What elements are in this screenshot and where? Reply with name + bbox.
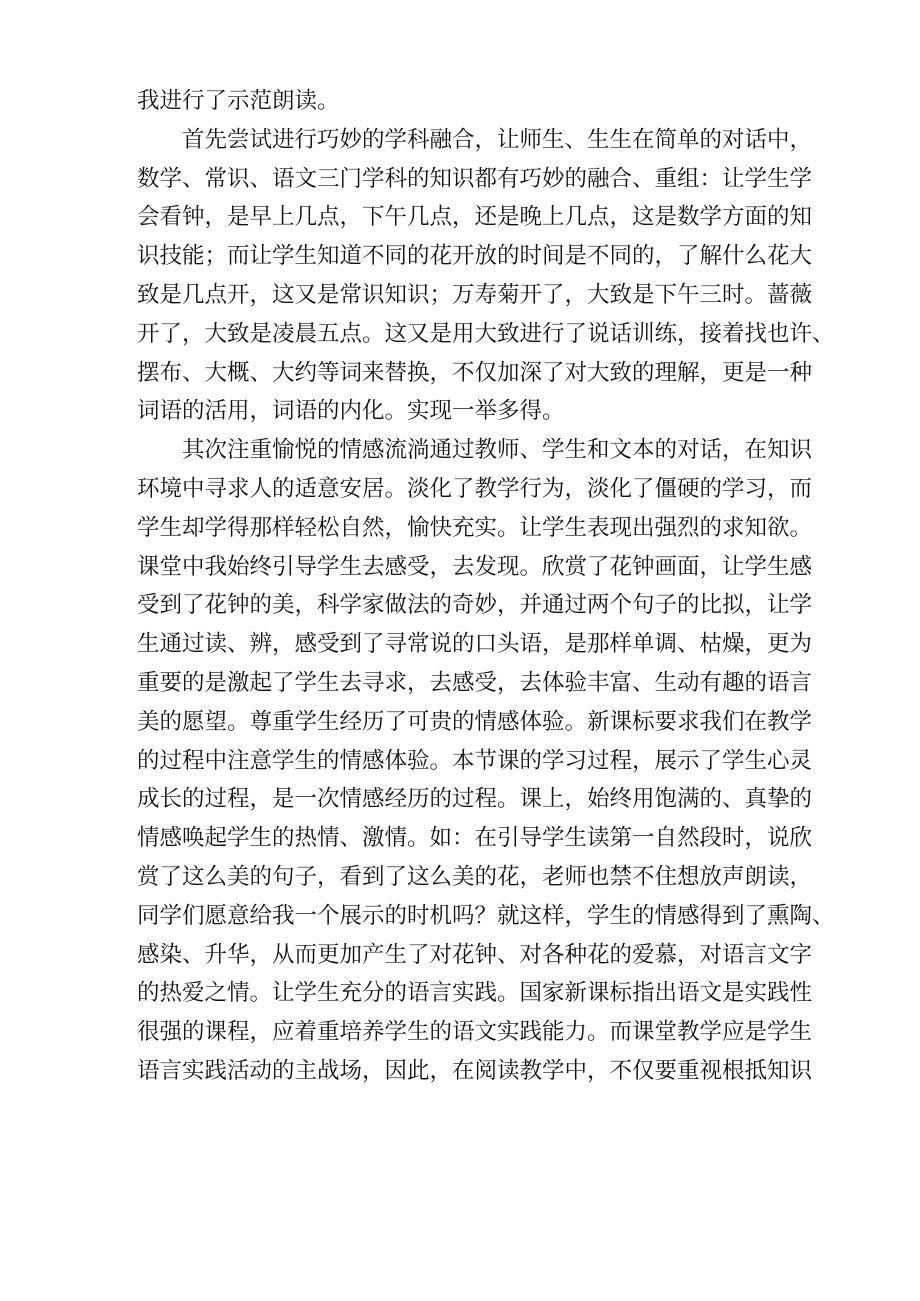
text-line: 美的愿望。尊重学生经历了可贵的情感体验。新课标要求我们在教学 bbox=[137, 708, 813, 735]
text-line: 的热爱之情。让学生充分的语言实践。国家新课标指出语文是实践性 bbox=[137, 980, 813, 1007]
text-line: 情感唤起学生的热情、激情。如：在引导学生读第一自然段时，说欣 bbox=[137, 825, 813, 852]
text-line: 课堂中我始终引导学生去感受，去发现。欣赏了花钟画面，让学生感 bbox=[137, 553, 813, 580]
text-line: 词语的活用，词语的内化。实现一举多得。 bbox=[137, 398, 565, 425]
text-line: 很强的课程，应着重培养学生的语文实践能力。而课堂教学应是学生 bbox=[137, 1019, 813, 1046]
text-line: 致是几点开，这又是常识知识；万寿菊开了，大致是下午三时。蔷薇 bbox=[137, 281, 813, 308]
paragraph-first-line: 其次注重愉悦的情感流淌通过教师、学生和文本的对话，在知识 bbox=[182, 437, 813, 464]
text-line: 数学、常识、语文三门学科的知识都有巧妙的融合、重组：让学生学 bbox=[137, 165, 813, 192]
text-line: 赏了这么美的句子，看到了这么美的花，老师也禁不住想放声朗读， bbox=[137, 863, 813, 890]
text-line: 开了，大致是凌晨五点。这又是用大致进行了说话训练，接着找也许、 bbox=[137, 320, 835, 347]
text-line: 学生却学得那样轻松自然，愉快充实。让学生表现出强烈的求知欲。 bbox=[137, 514, 813, 541]
text-line: 会看钟，是早上几点，下午几点，还是晚上几点，这是数学方面的知 bbox=[137, 204, 813, 231]
text-line: 成长的过程，是一次情感经历的过程。课上，始终用饱满的、真挚的 bbox=[137, 786, 813, 813]
text-line: 重要的是激起了学生去寻求，去感受，去体验丰富、生动有趣的语言 bbox=[137, 669, 813, 696]
text-line: 感染、升华，从而更加产生了对花钟、对各种花的爱慕，对语言文字 bbox=[137, 941, 813, 968]
text-line: 我进行了示范朗读。 bbox=[137, 88, 340, 114]
text-line: 生通过读、辨，感受到了寻常说的口头语，是那样单调、枯燥，更为 bbox=[137, 631, 813, 658]
text-line: 语言实践活动的主战场，因此，在阅读教学中，不仅要重视根抵知识 bbox=[137, 1057, 813, 1084]
text-line: 的过程中注意学生的情感体验。本节课的学习过程，展示了学生心灵 bbox=[137, 747, 813, 774]
text-line: 识技能；而让学生知道不同的花开放的时间是不同的，了解什么花大 bbox=[137, 243, 813, 270]
text-line: 环境中寻求人的适意安居。淡化了教学行为，淡化了僵硬的学习，而 bbox=[137, 475, 813, 502]
text-line: 同学们愿意给我一个展示的时机吗？就这样，学生的情感得到了熏陶、 bbox=[137, 902, 835, 929]
text-line: 摆布、大概、大约等词来替换，不仅加深了对大致的理解，更是一种 bbox=[137, 359, 813, 386]
text-line: 受到了花钟的美，科学家做法的奇妙，并通过两个句子的比拟，让学 bbox=[137, 592, 813, 619]
document-body bbox=[137, 82, 835, 1091]
paragraph-first-line: 首先尝试进行巧妙的学科融合，让师生、生生在简单的对话中， bbox=[182, 126, 813, 153]
